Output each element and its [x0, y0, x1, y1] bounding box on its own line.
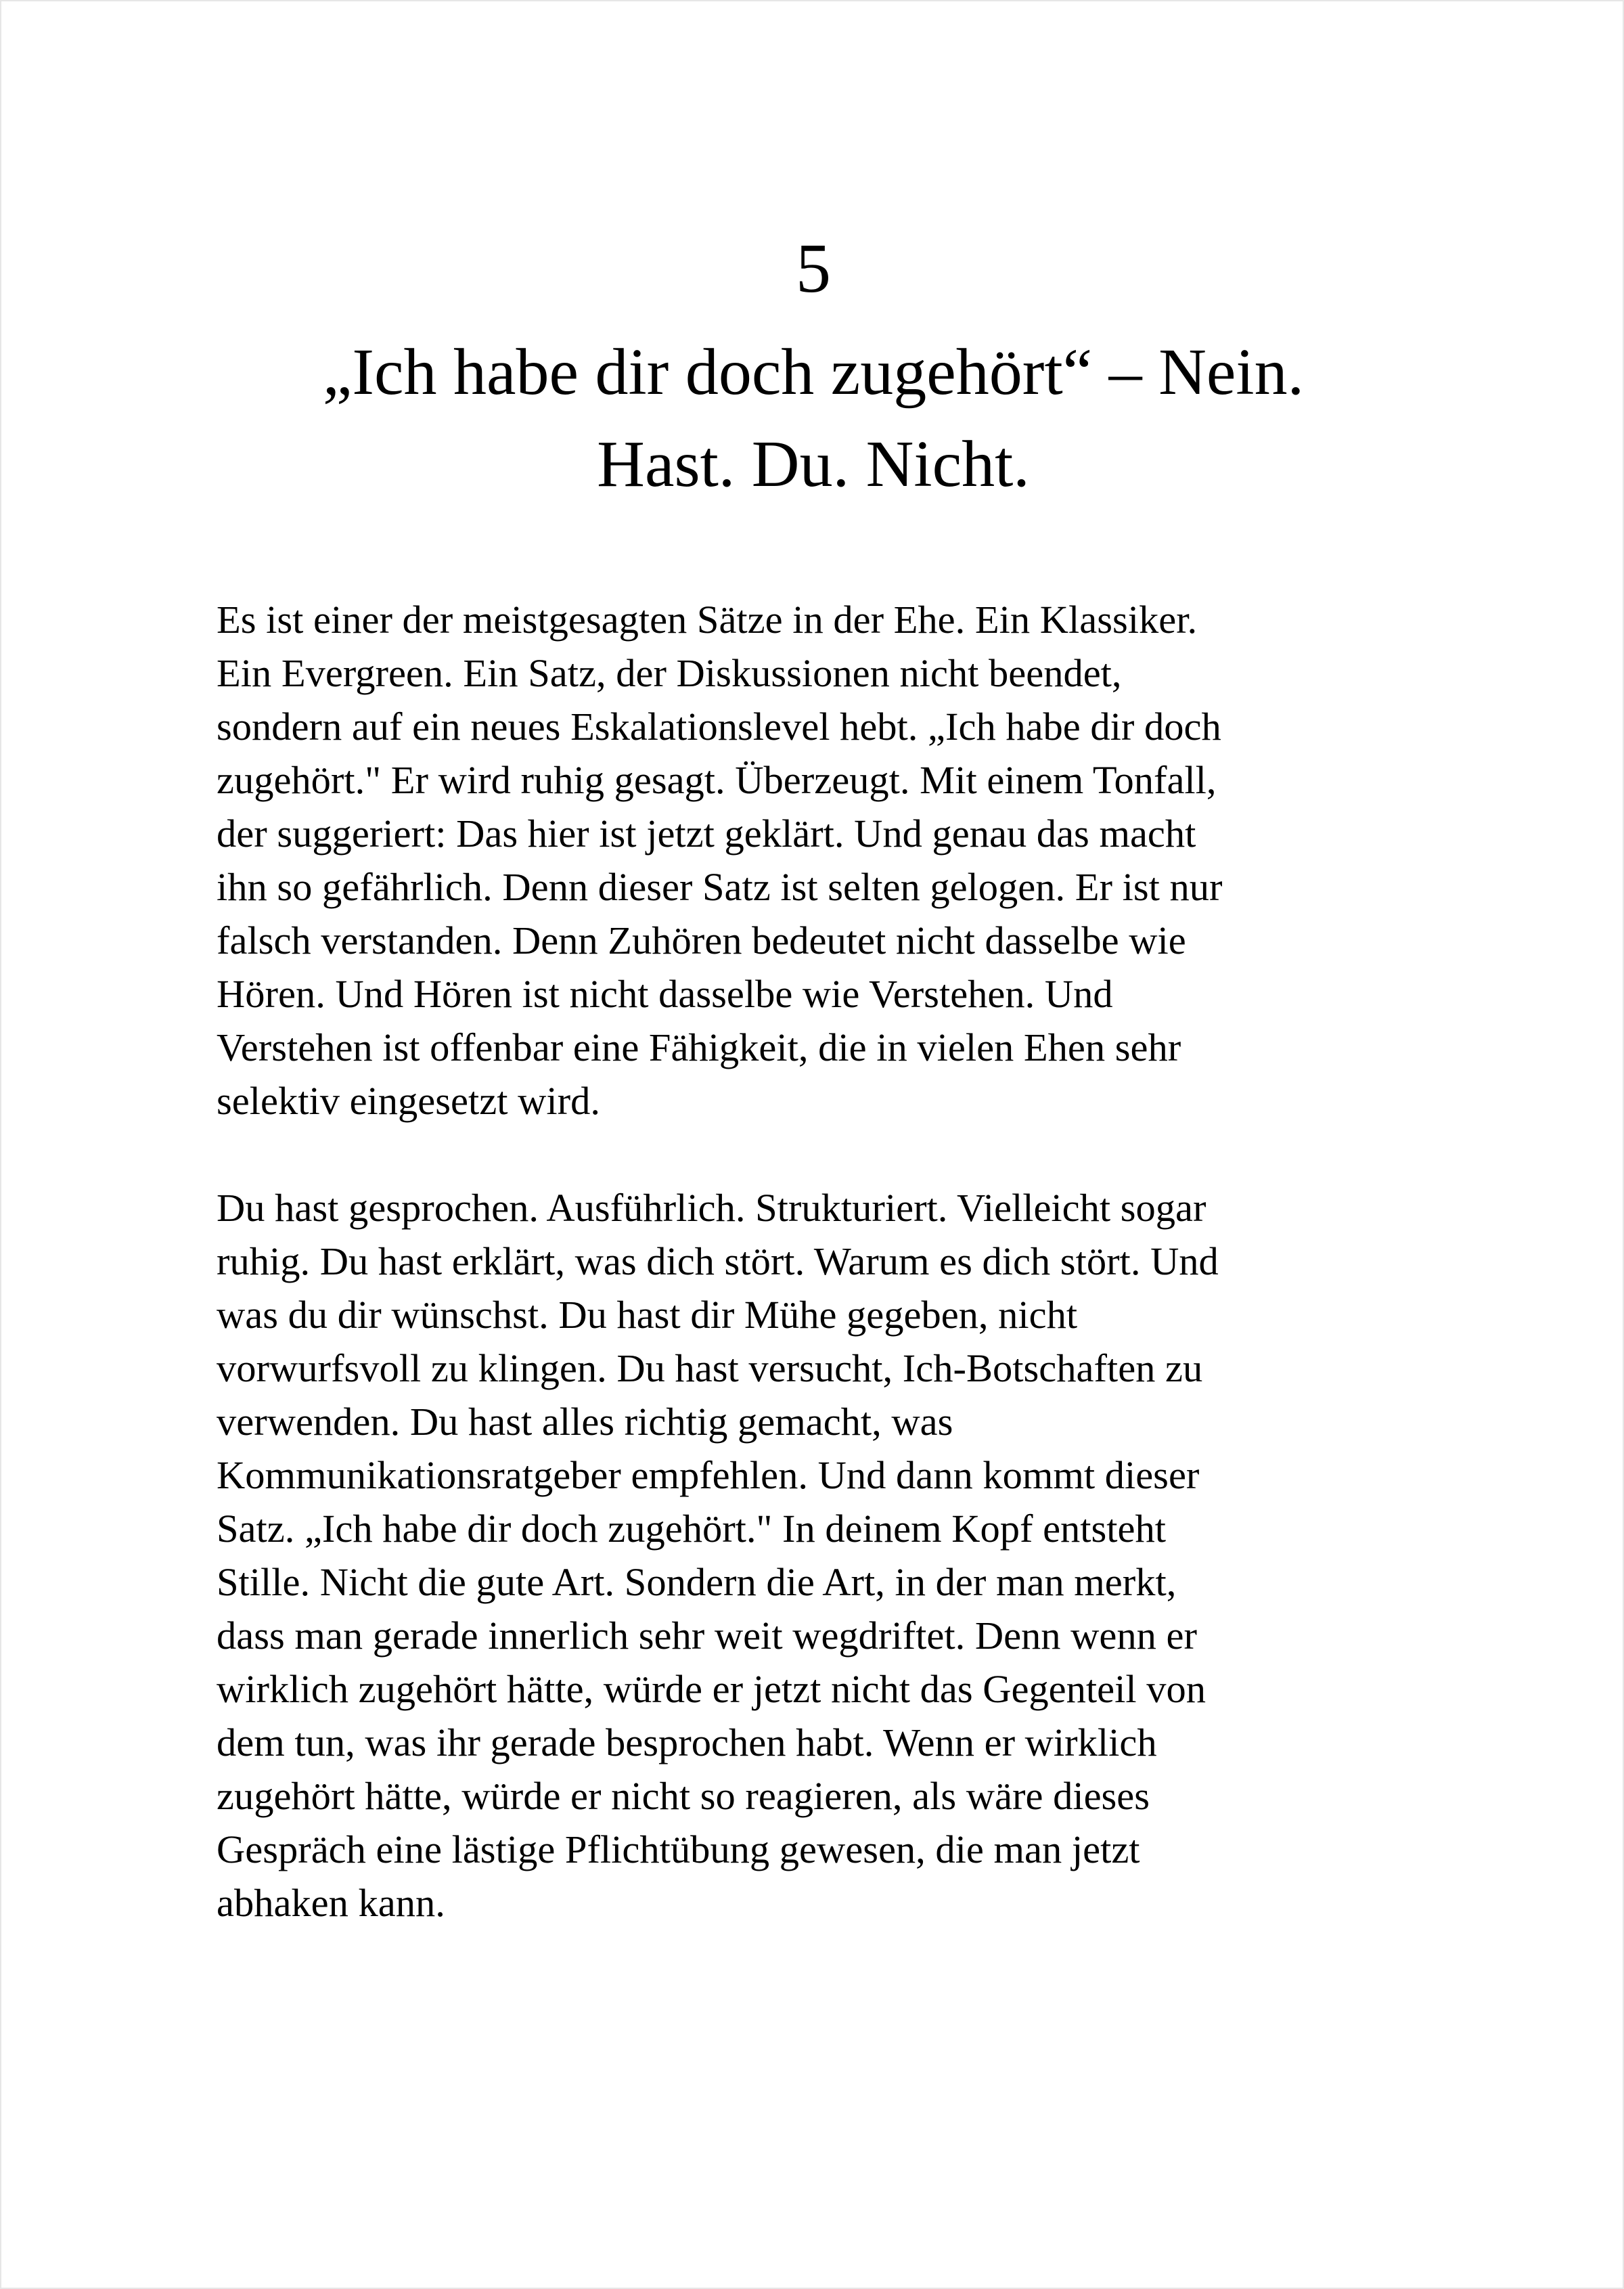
paragraph: [217, 1181, 1435, 1930]
text-line: was du dir wünschst. Du hast dir Mühe gegeben, nicht: [217, 1293, 1078, 1337]
text-line: dem tun, was ihr gerade besprochen habt. Wenn er wirklich: [217, 1720, 1157, 1764]
chapter-title-line: „Ich habe dir doch zugehört“ – Nein.: [322, 336, 1305, 409]
text-line: vorwurfsvoll zu klingen. Du hast versucht, Ich-Botschaften zu: [217, 1346, 1203, 1390]
text-line: Gespräch eine lästige Pflichtübung gewesen, die man jetzt: [217, 1827, 1140, 1871]
text-line: ihn so gefährlich. Denn dieser Satz ist selten gelogen. Er ist nur: [217, 865, 1223, 909]
text-line: dass man gerade innerlich sehr weit wegdriftet. Denn wenn er: [217, 1614, 1197, 1658]
text-line: Satz. „Ich habe dir doch zugehört." In deinem Kopf entsteht: [217, 1507, 1167, 1551]
text-line: Kommunikationsratgeber empfehlen. Und dann kommt dieser: [217, 1453, 1200, 1497]
text-line: zugehört." Er wird ruhig gesagt. Überzeugt. Mit einem Tonfall,: [217, 758, 1217, 802]
text-line: zugehört hätte, würde er nicht so reagieren, als wäre dieses: [217, 1774, 1150, 1818]
text-line: abhaken kann.: [217, 1881, 445, 1925]
text-line: sondern auf ein neues Eskalationslevel hebt. „Ich habe dir doch: [217, 705, 1221, 749]
text-line: ruhig. Du hast erklärt, was dich stört. Warum es dich stört. Und: [217, 1239, 1219, 1283]
text-line: Es ist einer der meistgesagten Sätze in der Ehe. Ein Klassiker.: [217, 598, 1198, 642]
text-line: wirklich zugehört hätte, würde er jetzt nicht das Gegenteil von: [217, 1667, 1206, 1711]
text-line: Du hast gesprochen. Ausführlich. Strukturiert. Vielleicht sogar: [217, 1186, 1206, 1230]
paragraph: [217, 593, 1435, 1128]
text-line: Verstehen ist offenbar eine Fähigkeit, die in vielen Ehen sehr: [217, 1025, 1181, 1069]
text-line: Stille. Nicht die gute Art. Sondern die Art, in der man merkt,: [217, 1560, 1177, 1604]
text-line: falsch verstanden. Denn Zuhören bedeutet nicht dasselbe wie: [217, 918, 1186, 962]
text-line: selektiv eingesetzt wird.: [217, 1079, 600, 1123]
text-line: Ein Evergreen. Ein Satz, der Diskussionen nicht beendet,: [217, 651, 1122, 695]
text-line: Hören. Und Hören ist nicht dasselbe wie Verstehen. Und: [217, 972, 1113, 1016]
chapter-title: [164, 326, 1463, 510]
text-line: verwenden. Du hast alles richtig gemacht, was: [217, 1400, 953, 1444]
text-line: der suggeriert: Das hier ist jetzt geklärt. Und genau das macht: [217, 812, 1196, 855]
chapter-title-line: Hast. Du. Nicht.: [597, 428, 1030, 501]
chapter-number: 5: [796, 229, 831, 307]
